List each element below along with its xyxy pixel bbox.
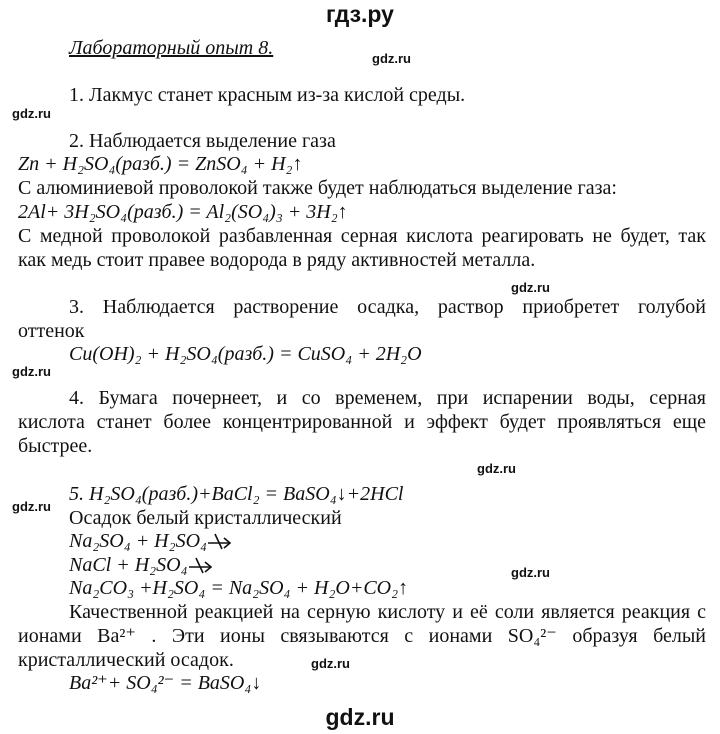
p5-equation-2	[69, 529, 233, 553]
watermark: gdz.ru	[12, 364, 51, 379]
p3-equation: Cu(OH)₂ + H₂SO₄(разб.) = CuSO₄ + 2H₂O	[69, 343, 422, 365]
no-reaction-arrow-icon	[188, 556, 214, 574]
p5-line-3: ионами Ba²⁺ . Эти ионы связываются с ионами SO₄²⁻ образуя белый	[18, 625, 706, 647]
watermark: gdz.ru	[372, 51, 411, 66]
watermark: gdz.ru	[511, 280, 550, 295]
p3-line-1: 3. Наблюдается растворение осадка, раствор приобретет голубой	[69, 296, 706, 318]
p5-line-1: Осадок белый кристаллический	[69, 507, 342, 529]
page-title: Лабораторный опыт 8.	[69, 37, 274, 59]
watermark: gdz.ru	[511, 565, 550, 580]
p2-line-3b: как медь стоит правее водорода в ряду активностей металла.	[18, 249, 536, 271]
p4-line-1: 4. Бумага почернеет, и со временем, при испарении воды, серная	[69, 387, 706, 409]
p5-equation-5: Ba²⁺+ SO₄²⁻ = BaSO₄↓	[69, 672, 262, 694]
p5-line-2: Качественной реакцией на серную кислоту и её соли является реакция с	[69, 601, 706, 623]
p2-equation-2: 2Al+ 3H₂SO₄(разб.) = Al₂(SO₄)₃ + 3H₂↑	[18, 201, 348, 223]
header-site-name: гдз.ру	[326, 1, 394, 27]
no-reaction-arrow-icon	[207, 532, 233, 550]
p3-line-2: оттенок	[18, 320, 85, 342]
watermark: gdz.ru	[477, 461, 516, 476]
watermark: gdz.ru	[311, 656, 350, 671]
p2-line-2: С алюминиевой проволокой также будет наблюдаться выделение газа:	[18, 177, 617, 199]
p2-line-1: 2. Наблюдается выделение газа	[69, 130, 336, 152]
p5-equation-4: Na₂CO₃ +H₂SO₄ = Na₂SO₄ + H₂O+CO₂↑	[69, 577, 409, 599]
p5-equation-2-text: Na₂SO₄ + H₂SO₄	[69, 530, 207, 552]
p4-line-3: быстрее.	[18, 435, 93, 457]
paragraph-1: 1. Лакмус станет красным из-за кислой среды.	[69, 84, 466, 106]
p2-line-3a: С медной проволокой разбавленная серная кислота реагировать не будет, так	[18, 225, 706, 247]
p2-equation-1: Zn + H₂SO₄(разб.) = ZnSO₄ + H₂↑	[18, 153, 303, 175]
p5-equation-1: 5. H₂SO₄(разб.)+BaCl₂ = BaSO₄↓+2HCl	[69, 483, 404, 505]
p5-line-4: кристаллический осадок.	[18, 649, 234, 671]
p5-equation-3-text: NaCl + H₂SO₄	[69, 554, 188, 576]
watermark: gdz.ru	[12, 499, 51, 514]
p5-equation-3	[69, 553, 214, 577]
p4-line-2: кислота станет более концентрированной и эффект будет проявляться еще	[18, 411, 706, 433]
footer-site-name: gdz.ru	[325, 704, 395, 730]
watermark: gdz.ru	[12, 106, 51, 121]
